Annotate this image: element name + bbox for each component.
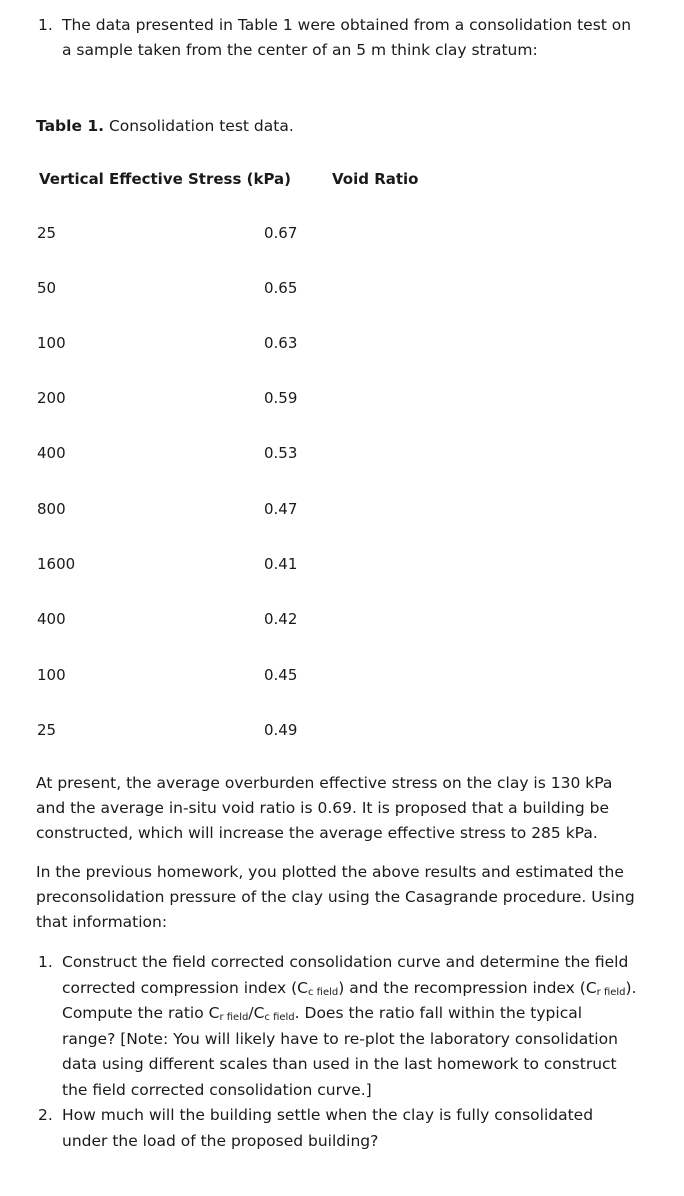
paragraph-conditions: At present, the average overburden effective stress on the clay is 130 kPa and the average in-situ void ratio is 0.69. It is proposed that a building be constructed, which will increase the average effective stress to 285 kPa. [36, 774, 613, 842]
task-text: Construct the field corrected consolidation curve and determine the field corrected compression index $(C_{c field})$ and the recompression index $(C_{r field})$. Compute the ratio $C_{r field}/C_{c field}$. Does the ratio fall within the typical range? [Note: You will likely have to re-plot the laboratory consolidation data using different scales than used in the last homework to construct the field corrected consolidation curve.] [62, 953, 637, 1099]
stress-cell: 200 [37, 389, 66, 407]
stress-cell: 25 [37, 721, 57, 739]
task-number: 1. [38, 953, 53, 971]
table-row [0, 721, 684, 741]
table-row [0, 555, 684, 575]
stress-cell: 25 [37, 224, 57, 242]
stress-cell: 1600 [37, 555, 76, 573]
table-row [0, 224, 684, 244]
question-1 [38, 13, 638, 63]
void-cell: 0.63 [264, 334, 298, 352]
task-number: 2. [38, 1106, 53, 1124]
table-row [0, 500, 684, 520]
table-caption [36, 117, 294, 135]
table-row [0, 444, 684, 464]
stress-cell: 400 [37, 610, 66, 628]
stress-cell: 100 [37, 334, 66, 352]
question-text: The data presented in Table 1 were obtained from a consolidation test on a sample taken from the center of an 5 m think clay stratum: [62, 16, 632, 59]
table-row [0, 334, 684, 354]
table-header-stress: Vertical Effective Stress (kPa) [39, 170, 292, 188]
question-number: 1. [38, 16, 53, 34]
void-cell: 0.49 [264, 721, 298, 739]
void-cell: 0.42 [264, 610, 298, 628]
stress-cell: 800 [37, 500, 66, 518]
task-text: How much will the building settle when the clay is fully consolidated under the load of the proposed building? [62, 1106, 594, 1150]
table-caption-text: Consolidation test data. [104, 117, 294, 135]
stress-cell: 50 [37, 279, 57, 297]
void-cell: 0.47 [264, 500, 298, 518]
paragraph-instructions: In the previous homework, you plotted the above results and estimated the preconsolidation pressure of the clay using the Casagrande procedure. Using that information: [36, 863, 635, 931]
table-header-void: Void Ratio [332, 170, 419, 188]
stress-cell: 400 [37, 444, 66, 462]
void-cell: 0.67 [264, 224, 298, 242]
void-cell: 0.53 [264, 444, 298, 462]
void-cell: 0.59 [264, 389, 298, 407]
table-row [0, 279, 684, 299]
table-row [0, 666, 684, 686]
table-row [0, 610, 684, 630]
void-cell: 0.45 [264, 666, 298, 684]
task-list [38, 950, 638, 1154]
stress-cell: 100 [37, 666, 66, 684]
void-cell: 0.65 [264, 279, 298, 297]
table-row [0, 389, 684, 409]
task-item-1 [38, 950, 638, 1103]
void-cell: 0.41 [264, 555, 298, 573]
table-caption-label: Table 1. [36, 117, 105, 135]
task-item-2 [38, 1103, 638, 1154]
